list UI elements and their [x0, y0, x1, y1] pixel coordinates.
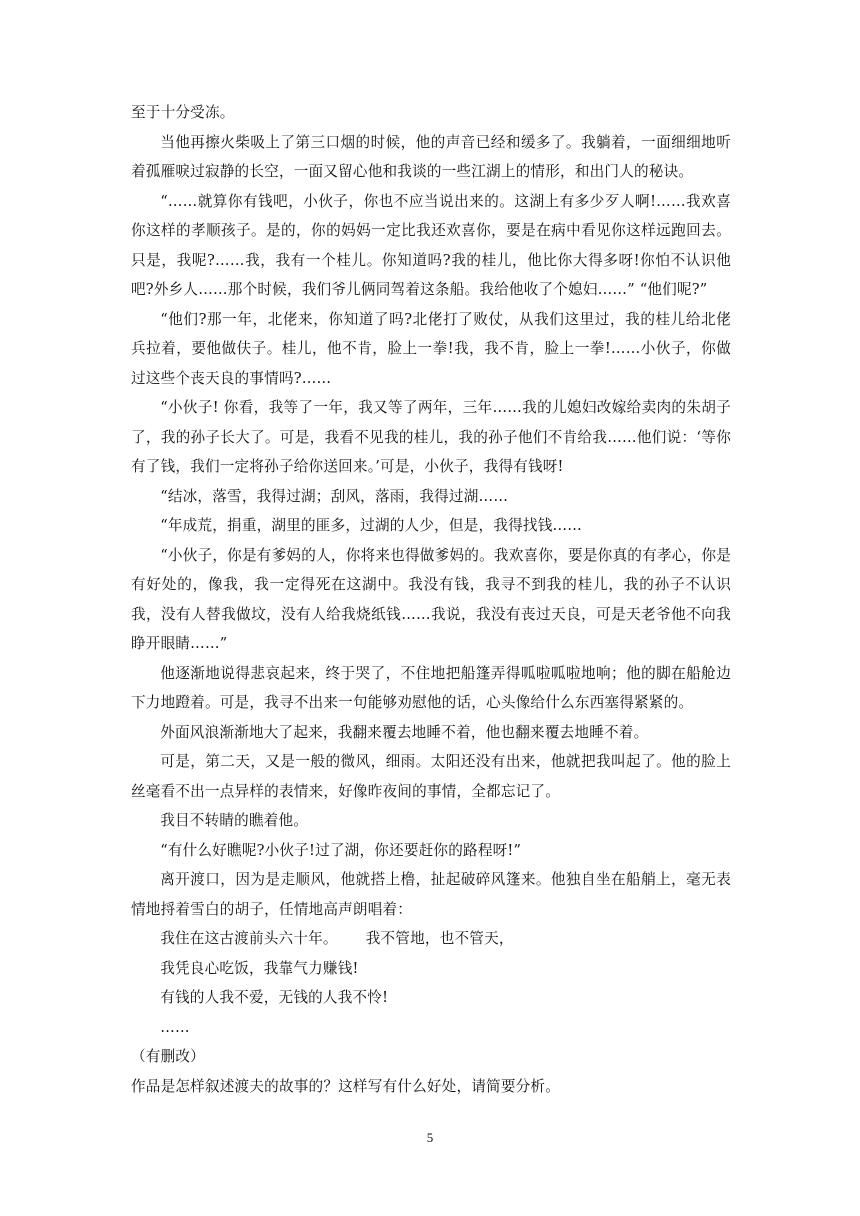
- song-line: 有钱的人我不爱，无钱的人我不怜!: [160, 989, 389, 1006]
- revision-note: （有删改）: [131, 1048, 205, 1065]
- page-number: 5: [426, 1130, 434, 1145]
- paragraph: 当他再擦火柴吸上了第三口烟的时候，他的声音已经和缓多了。我躺着，一面细细地听着孤雁唳过寂静的长空，一面又留心他和我谈的一些江湖上的情形，和出门人的秘诀。: [131, 133, 731, 180]
- paragraph: 离开渡口，因为是走顺风，他就搭上橹，扯起破碎风篷来。他独自坐在船艄上，毫无表情地捋着雪白的胡子，任情地高声朗唱着：: [131, 871, 731, 918]
- paragraph: “他们?那一年，北佬来，你知道了吗?北佬打了败仗，从我们这里过，我的桂儿给北佬兵拉着，要他做伕子。桂儿，他不肯，脸上一拳!我，我不肯，脸上一拳!……小伙子，你做过这些个丧天良的事情吗?……: [131, 310, 731, 387]
- song-line-part: 我不管地，也不管天，: [365, 930, 514, 947]
- paragraph: 他逐渐地说得悲哀起来，终于哭了，不住地把船篷弄得呱啦呱啦地响；他的脚在船舱边下力地蹬着。可是，我寻不出来一句能够劝慰他的话，心头像给什么东西塞得紧紧的。: [131, 664, 731, 711]
- song-line-part: 我住在这古渡前头六十年。: [160, 930, 338, 947]
- paragraph: 至于十分受冻。: [131, 104, 235, 121]
- paragraph: “小伙子! 你看，我等了一年，我又等了两年，三年……我的儿媳妇改嫁给卖肉的朱胡子了，我的孙子长大了。可是，我看不见我的桂儿，我的孙子他们不肯给我……他们说：‘等你有了钱，我们一定将孙子给你送回来。’可是，小伙子，我得有钱呀!: [131, 399, 731, 475]
- song-line: [131, 924, 731, 954]
- song-ellipsis: ……: [160, 1018, 190, 1036]
- song-line: 我凭良心吃饭，我靠气力赚钱!: [160, 959, 359, 977]
- paragraph: 我目不转睛的瞧着他。: [160, 812, 309, 829]
- paragraph: “年成荒，捐重，湖里的匪多，过湖的人少，但是，我得找钱……: [160, 517, 583, 534]
- paragraph: “有什么好瞧呢?小伙子!过了湖，你还要赶你的路程呀!”: [160, 841, 522, 859]
- paragraph: “结冰，落雪，我得过湖；刮风，落雨，我得过湖……: [160, 487, 509, 505]
- paragraph: 外面风浪渐渐地大了起来，我翻来覆去地睡不着，他也翻来覆去地睡不着。: [160, 723, 649, 741]
- question-text: 作品是怎样叙述渡夫的故事的？这样写有什么好处，请简要分析。: [131, 1077, 561, 1095]
- body-text: [131, 98, 731, 1101]
- paragraph: 可是，第二天，又是一般的微风，细雨。太阳还没有出来，他就把我叫起了。他的脸上丝毫看不出一点异样的表情来，好像昨夜间的事情，全都忘记了。: [131, 753, 731, 800]
- paragraph: “小伙子，你是有爹妈的人，你将来也得做爹妈的。我欢喜你，要是你真的有孝心，你是有好处的，像我，我一定得死在这湖中。我没有钱，我寻不到我的桂儿，我的孙子不认识我，没有人替我做坟，没有人给我烧纸钱……我说，我没有丧过天良，可是天老爷他不向我睁开眼睛……”: [131, 546, 731, 652]
- paragraph: “……就算你有钱吧，小伙子，你也不应当说出来的。这湖上有多少歹人啊!……我欢喜你这样的孝顺孩子。是的，你的妈妈一定比我还欢喜你，要是在病中看见你这样远跑回去。只是，我呢?……我，我有一个桂儿。你知道吗?我的桂儿，他比你大得多呀!你怕不认识他吧?外乡人……那个时候，我们爷儿俩同驾着这条船。我给他收了个媳妇……” “他们呢?”: [131, 192, 731, 298]
